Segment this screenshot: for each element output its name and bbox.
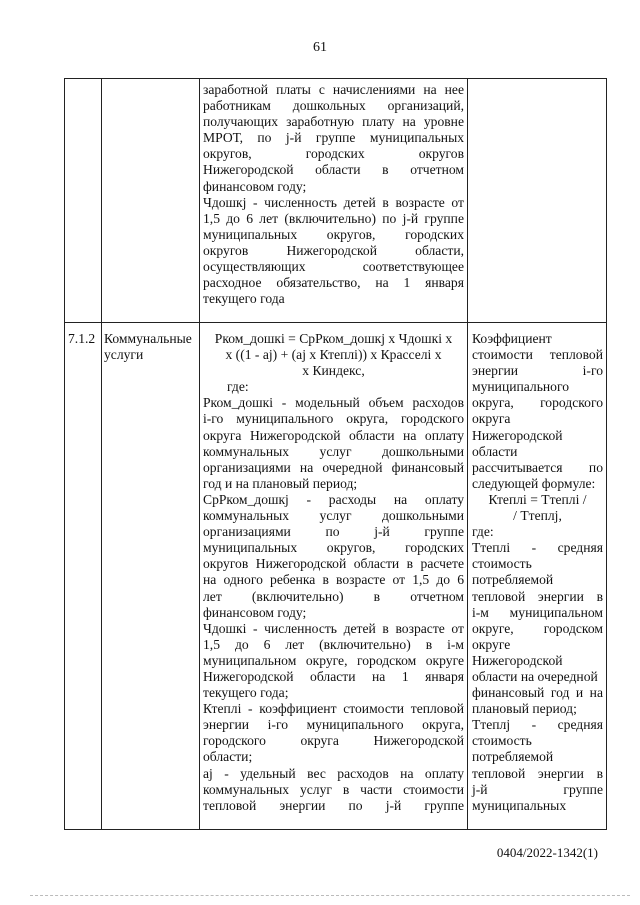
text-line: текущего года;: [203, 685, 289, 701]
text-line: коммунальных услуг в части стоимости: [203, 781, 464, 797]
text-line: округа: [472, 411, 511, 427]
where-label: где:: [227, 379, 249, 395]
text-line: Нижегородской: [472, 427, 563, 443]
text-line: услуги: [104, 347, 144, 363]
text-line: плановый период;: [472, 701, 577, 717]
scan-artifact-line: [30, 895, 630, 896]
text-line: Нижегородской: [472, 652, 563, 668]
text-line: тепловой энергии в: [472, 765, 603, 781]
text-line: муниципальном округе, городском округе: [203, 652, 464, 668]
text-line: округе, городском: [472, 620, 603, 636]
text-line: i-го муниципального округа, городского: [203, 411, 464, 427]
text-line: рассчитывается по: [472, 459, 603, 475]
text-line: округов Нижегородской области,: [203, 242, 464, 258]
text-line: округов, городских округов: [203, 146, 464, 162]
text-line: муниципальных округов, городских: [203, 540, 464, 556]
text-line: СрPком_дошкj - расходы на оплату: [203, 491, 464, 507]
text-line: i-м муниципальном: [472, 604, 603, 620]
formula-line: x ((1 - aj) + (aj x Ктеплi)) x Красселi x: [225, 347, 442, 363]
table-border-col2: [199, 78, 200, 830]
text-line: получающих заработную плату на уровне: [203, 114, 464, 130]
text-line: коммунальных услуг дошкольными: [203, 443, 464, 459]
text-line: Коммунальные: [104, 331, 192, 346]
text-line: области на очередной: [472, 668, 598, 684]
text-line: МРОТ, по j-й группе муниципальных: [203, 130, 464, 146]
text-line: 1,5 до 6 лет (включительно) по j-й группе: [203, 210, 464, 226]
text-line: год и на плановый период;: [203, 475, 358, 491]
text-line: потребляемой: [472, 572, 554, 588]
where-label: где:: [472, 524, 494, 540]
text-line: округа, городского: [472, 395, 603, 411]
formula-line: / Ттеплj,: [513, 508, 562, 524]
text-line: финансовом году;: [203, 604, 307, 620]
text-line: финансовом году;: [203, 178, 307, 194]
text-line: Нижегородской области на 1 января: [203, 668, 464, 684]
text-line: Нижегородской области в отчетном: [203, 162, 464, 178]
text-line: расходное обязательство, на 1 января: [203, 275, 464, 291]
text-line: лет (включительно) в отчетном: [203, 588, 464, 604]
text-line: Ттеплj - средняя: [472, 717, 603, 733]
text-line: коммунальных услуг дошкольными: [203, 508, 464, 524]
text-line: 1,5 до 6 лет (включительно) в i-м: [203, 636, 464, 652]
text-line: округа Нижегородской области на оплату: [203, 427, 464, 443]
formula-line: x Киндекс,: [302, 363, 365, 379]
text-line: округе: [472, 636, 511, 652]
formula-line: Pком_дошкi = СрPком_дошкj x Чдошкi x: [214, 331, 453, 346]
text-line: работникам дошкольных организаций,: [203, 98, 464, 114]
text-line: на одного ребенка в возрасте от 1,5 до 6: [203, 572, 464, 588]
text-line: Ттеплi - средняя: [472, 540, 603, 556]
text-line: Ктеплi - коэффициент стоимости тепловой: [203, 701, 464, 717]
text-line: следующей формуле:: [472, 475, 596, 491]
row2-number: 7.1.2: [68, 331, 96, 346]
text-line: aj - удельный вес расходов на оплату: [203, 765, 464, 781]
text-line: финансовый год и на: [472, 685, 603, 701]
table-border-bottom: [64, 829, 607, 830]
table-border-left: [64, 78, 65, 830]
table-border-col1: [101, 78, 102, 830]
text-line: области: [472, 443, 518, 459]
row1-description: [203, 82, 464, 307]
text-line: стоимость: [472, 733, 532, 749]
row2-name: [104, 331, 198, 363]
text-line: тепловой энергии в: [472, 588, 603, 604]
text-line: организациями на очередной финансовый: [203, 459, 464, 475]
document-code: 0404/2022-1342(1): [496, 845, 598, 860]
text-line: муниципального: [472, 379, 570, 395]
text-line: энергии i-го муниципального округа,: [203, 717, 464, 733]
row2-notes: [472, 331, 603, 814]
text-line: осуществляющих соответствующее: [203, 259, 464, 275]
table-border-col3: [467, 78, 468, 830]
table-border-top: [64, 78, 607, 79]
text-line: Чдошкi - численность детей в возрасте от: [203, 620, 464, 636]
text-line: городского округа Нижегородской: [203, 733, 464, 749]
text-line: муниципальных округов, городских: [203, 226, 464, 242]
text-line: тепловой энергии по j-й группе: [203, 797, 464, 813]
text-line: энергии i-го: [472, 363, 603, 379]
text-line: заработной платы с начислениями на нее: [203, 82, 464, 97]
text-line: потребляемой: [472, 749, 554, 765]
row2-method: [203, 331, 464, 814]
text-line: стоимости тепловой: [472, 347, 603, 363]
text-line: j-й группе: [472, 781, 603, 797]
text-line: организациями по j-й группе: [203, 524, 464, 540]
text-line: текущего года: [203, 291, 285, 307]
text-line: округов Нижегородской области в расчете: [203, 556, 464, 572]
text-line: стоимость: [472, 556, 532, 572]
text-line: Чдошкj - численность детей в возрасте от: [203, 194, 464, 210]
table-border-right: [606, 78, 607, 830]
text-line: области;: [203, 749, 253, 765]
text-line: Pком_дошкi - модельный объем расходов: [203, 395, 464, 411]
text-line: Коэффициент: [472, 331, 552, 346]
table-row-separator: [64, 322, 607, 323]
page-number: 61: [313, 40, 327, 55]
formula-line: Ктеплi = Ттеплi /: [488, 491, 587, 507]
text-line: муниципальных: [472, 797, 567, 813]
